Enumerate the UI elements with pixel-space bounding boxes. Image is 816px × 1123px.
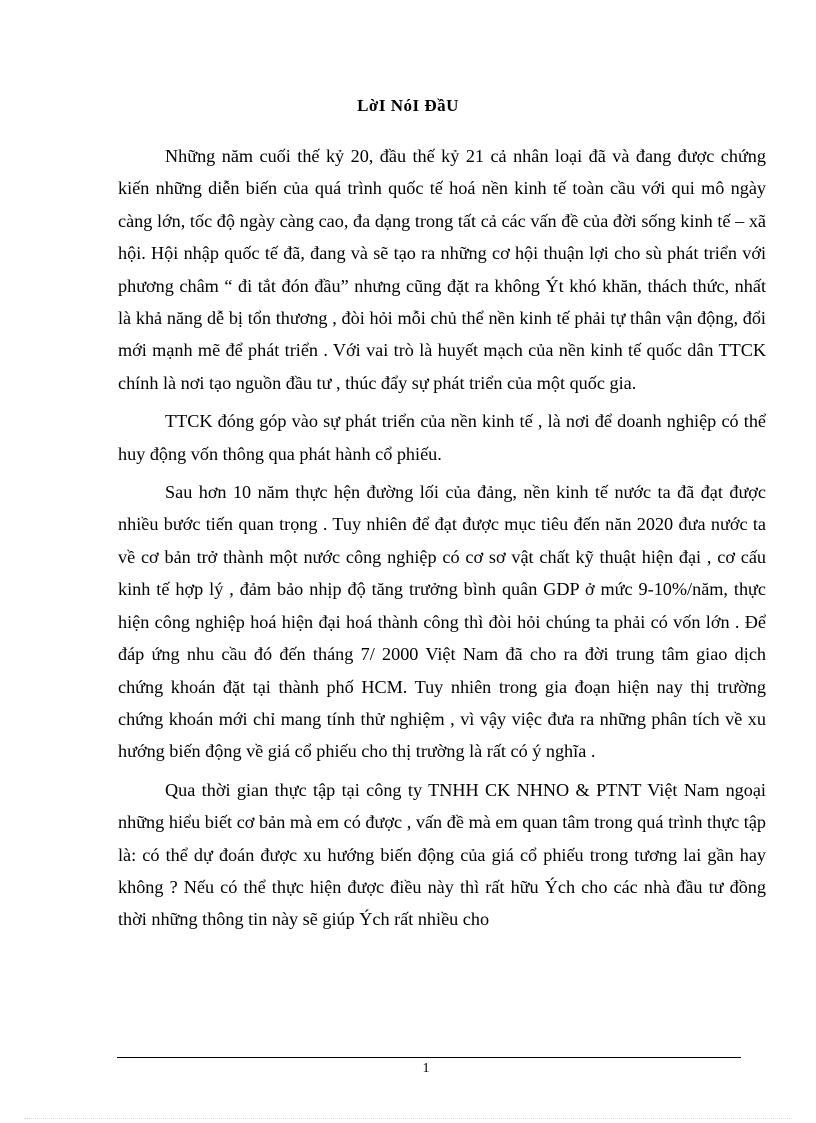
document-body: [118, 140, 766, 942]
page-title: LờI NóI ĐầU: [357, 96, 459, 115]
paragraph-4: Qua thời gian thực tập tại công ty TNHH CK NHNO & PTNT Việt Nam ngoại những hiểu biết cơ bản mà em có được , vấn đề mà em quan tâm trong quá trình thực tập là: có thể dự đoán được xu hướng biến động của giá cổ phiếu trong tương lai gần hay không ? Nếu có thể thực hiện được điều này thì rất hữu Ých cho các nhà đầu tư đồng thời những thông tin này sẽ giúp Ých rất nhiều cho: [118, 779, 766, 930]
footer-divider: [117, 1057, 741, 1058]
paragraph-3: Sau hơn 10 năm thực hện đường lối của đảng, nền kinh tế nước ta đã đạt được nhiều bước tiến quan trọng . Tuy nhiên để đạt được mục tiêu đến năn 2020 đưa nước ta về cơ bản trở thành một nước công nghiệp có cơ sơ vật chất kỹ thuật hiện đại , cơ cấu kinh tế hợp lý , đảm bảo nhịp độ tăng trưởng bình quân GDP ở mức 9-10%/năm, thực hiện công nghiệp hoá hiện đại hoá thành công thì đòi hỏi chúng ta phải có vốn lớn . Để đáp ứng nhu cầu đó đến tháng 7/ 2000 Việt Nam đã cho ra đời trung tâm giao dịch chứng khoán đặt tại thành phố HCM. Tuy nhiên trong gia đoạn hiện nay thị trường chứng khoán mới chỉ mang tính thử nghiệm , vì vậy việc đưa ra những phân tích về xu hướng biến động về giá cổ phiếu cho thị trường là rất có ý nghĩa .: [118, 482, 766, 762]
paragraph-2: TTCK đóng góp vào sự phát triển của nền kinh tế , là nơi để doanh nghiệp có thể huy động vốn thông qua phát hành cổ phiếu.: [118, 411, 766, 464]
page-bottom-border: [24, 1118, 792, 1119]
paragraph-1: Những năm cuối thế kỷ 20, đầu thế kỷ 21 cả nhân loại đã và đang được chứng kiến những diễn biến của quá trình quốc tế hoá nền kinh tế toàn cầu với qui mô ngày càng lớn, tốc độ ngày càng cao, đa dạng trong tất cả các vấn đề của đời sống kinh tế – xã hội. Hội nhập quốc tế đã, đang và sẽ tạo ra những cơ hội thuận lợi cho sù phát triển với phương châm “ đi tắt đón đầu” nhưng cũng đặt ra không Ýt khó khăn, thách thức, nhất là khả năng dễ bị tổn thương , đòi hỏi mỗi chủ thể nền kinh tế phải tự thân vận động, đổi mới mạnh mẽ để phát triển . Với vai trò là huyết mạch của nền kinh tế quốc dân TTCK chính là nơi tạo nguồn đầu tư , thúc đẩy sự phát triển của một quốc gia.: [118, 146, 766, 393]
page-number: 1: [422, 1061, 430, 1076]
